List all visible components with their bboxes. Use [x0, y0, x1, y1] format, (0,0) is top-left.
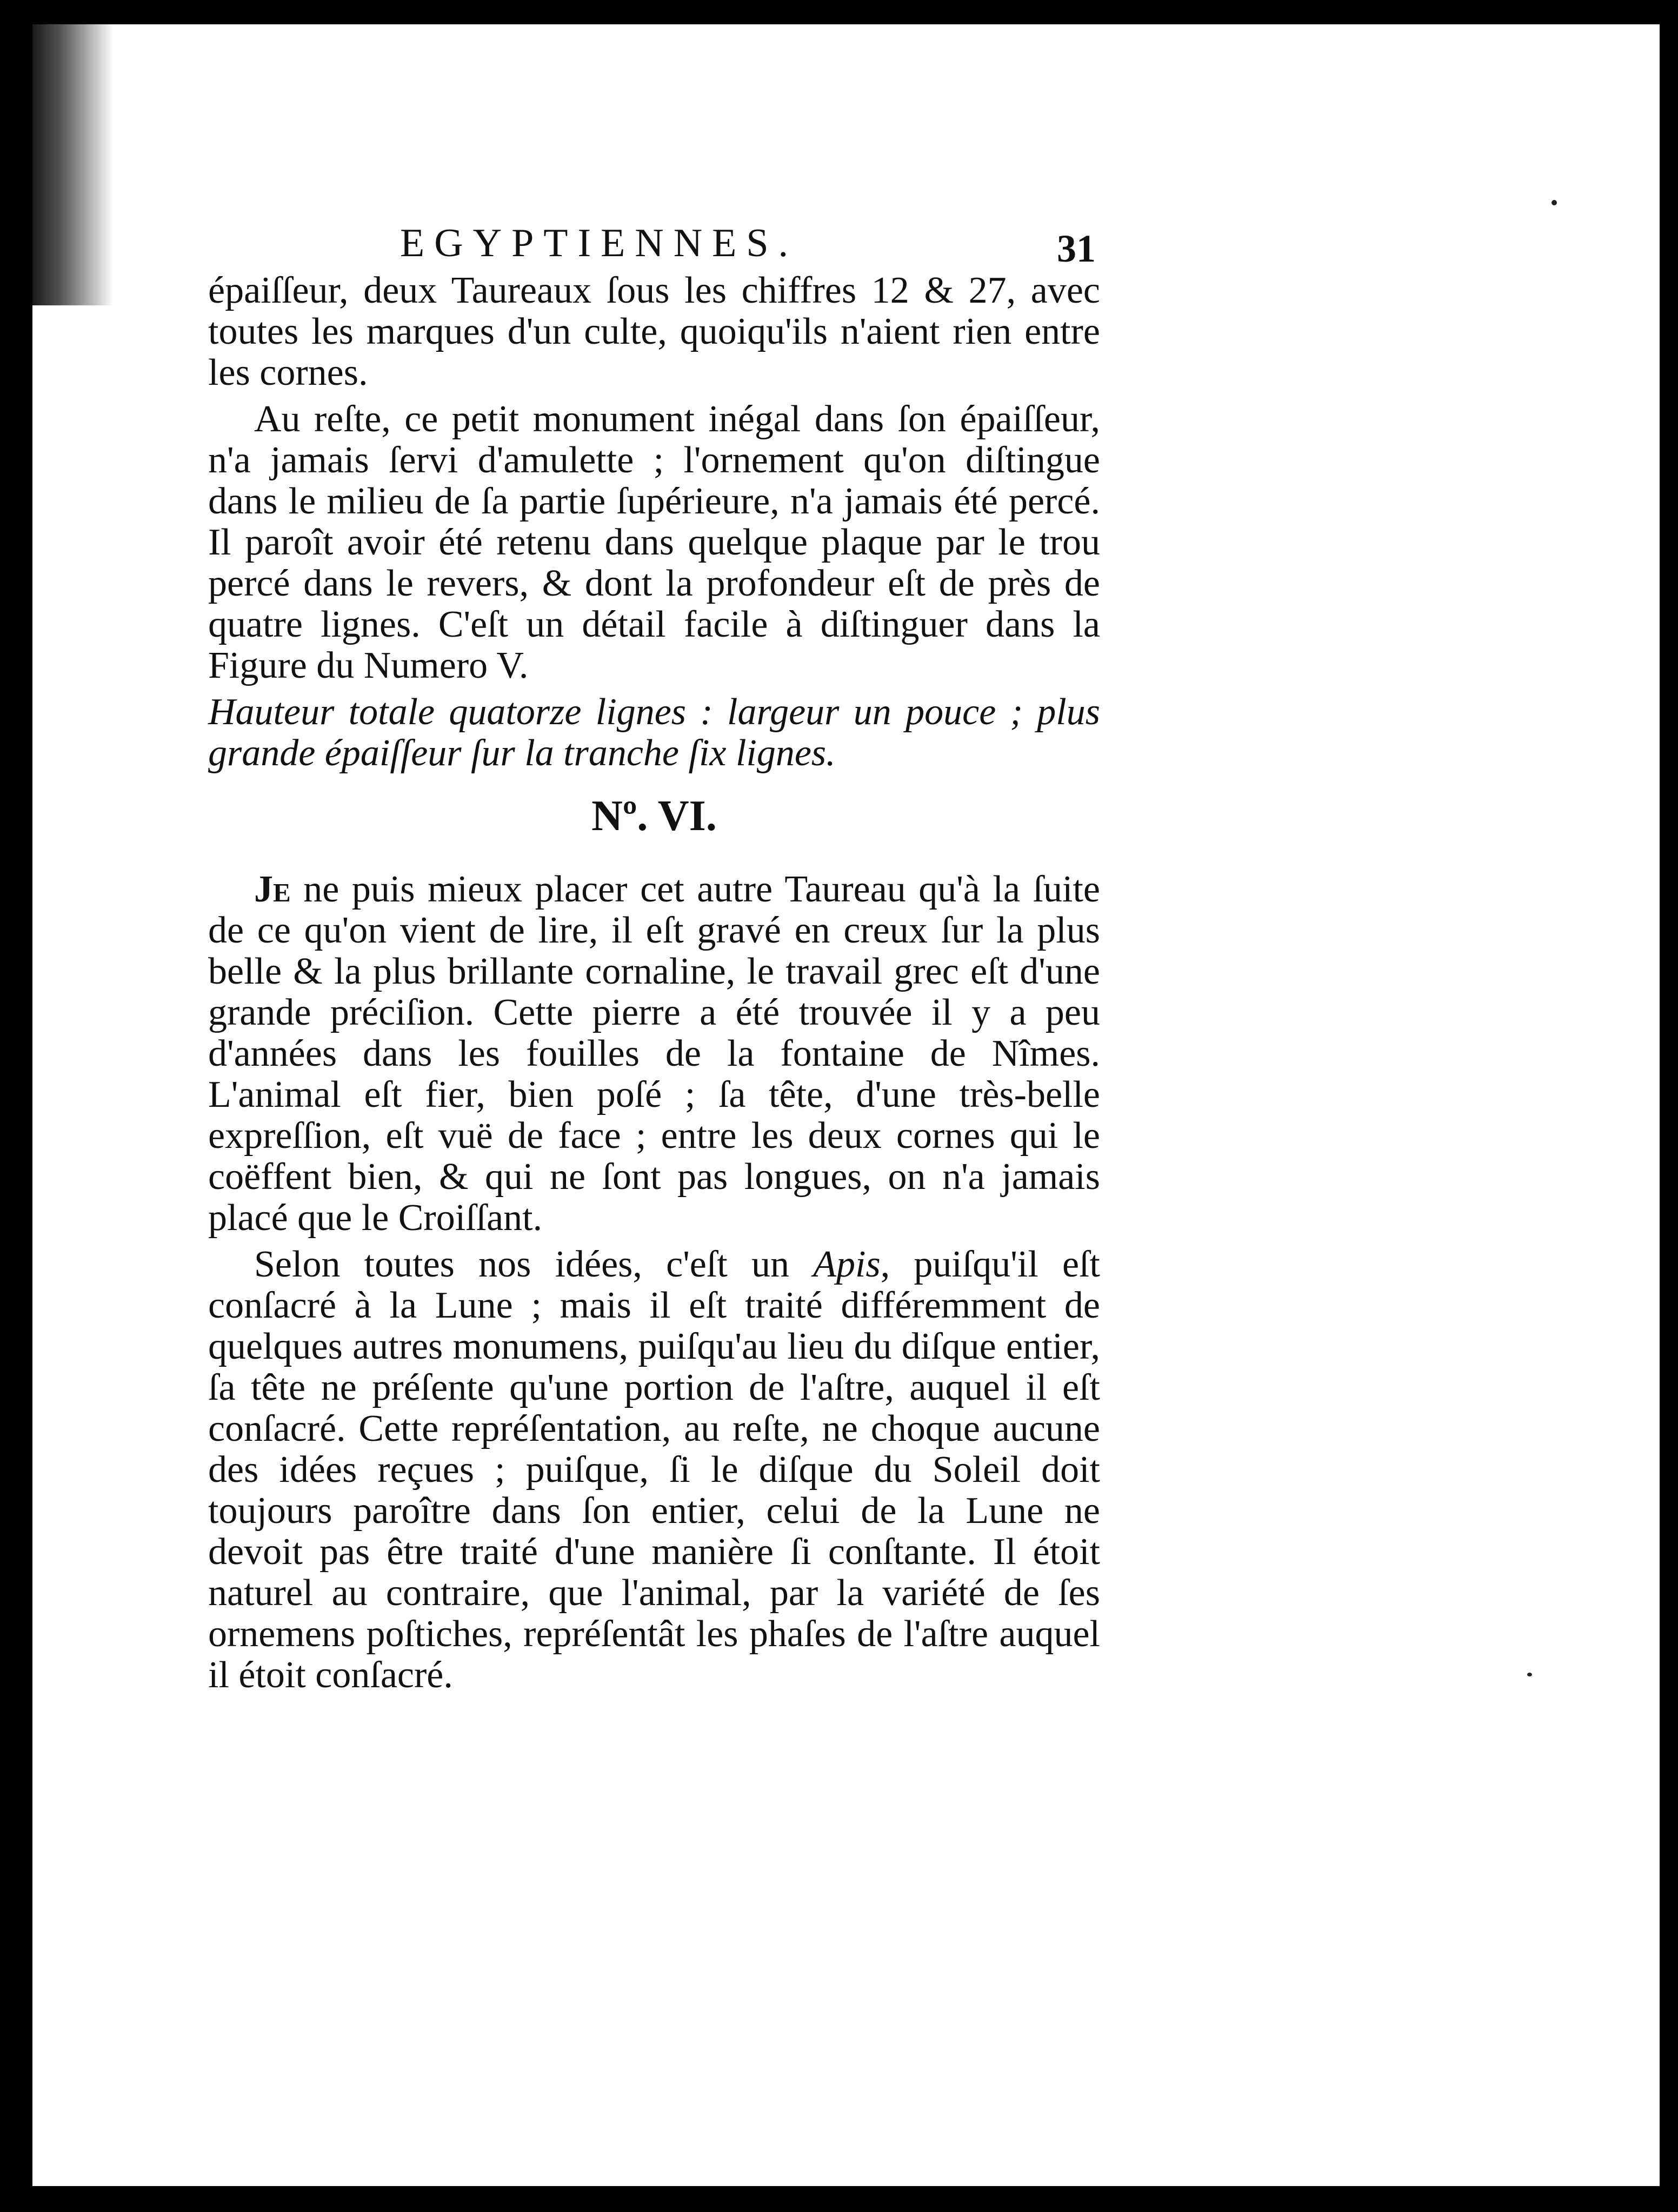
- section-heading: Nº. VI.: [591, 792, 717, 840]
- ink-speck: [1552, 200, 1557, 205]
- ink-speck: [1527, 1673, 1532, 1676]
- running-header: [0, 219, 1678, 268]
- paragraph-continued: épaiſſeur, deux Taureaux ſous les chiffres 12 & 27, avec toutes les marques d'un culte, quoiqu'ils n'aient rien entre les cornes.: [208, 270, 1100, 393]
- measurements-note: Hauteur totale quatorze lignes : largeur un pouce ; plus grande épaiſſeur ſur la tranche ſix lignes.: [208, 691, 1100, 774]
- paragraph-text: ne puis mieux placer cet autre Taureau qu'à la ſuite de ce qu'on vient de lire, il eſt gravé en creux ſur la plus belle & la plus brillante cornaline, le travail grec eſt d'une grande préciſion. Cette pierre a été trouvée il y a peu d'années dans les fouilles de la fontaine de Nîmes. L'animal eſt fier, bien poſé ; ſa tête, d'une très-belle expreſſion, eſt vuë de face ; entre les deux cornes qui le coëffent bien, & qui ne ſont pas longues, on n'a jamais placé que le Croiſſant.: [208, 868, 1100, 1239]
- page-number: 31: [1057, 227, 1096, 270]
- initial-word: Je: [254, 868, 291, 910]
- running-title: EGYPTIENNES.: [400, 221, 798, 265]
- paragraph-text: , puiſqu'il eſt conſacré à la Lune ; mais il eſt traité différemment de quelques autres monumens, puiſqu'au lieu du diſque entier, ſa tête ne préſente qu'une portion de l'aſtre, auquel il eſt conſacré. Cette repréſentation, au reſte, ne choque aucune des idées reçues ; puiſque, ſi le diſque du Soleil doit toujours paroître dans ſon entier, celui de la Lune ne devoit pas être traité d'une manière ſi conſtante. Il étoit naturel au contraire, que l'animal, par la variété de ſes ornemens poſtiches, repréſentât les phaſes de l'aſtre auquel il étoit conſacré.: [208, 1244, 1101, 1696]
- paragraph-text: Selon toutes nos idées, c'eſt un: [254, 1244, 814, 1285]
- paragraph-selon-toutes: [208, 1244, 1100, 1696]
- paragraph-section-six: [208, 869, 1100, 1239]
- italic-term: Apis: [813, 1244, 881, 1285]
- paragraph-au-reste: Au reſte, ce petit monument inégal dans ſon épaiſſeur, n'a jamais ſervi d'amulette ; l'ornement qu'on diſtingue dans le milieu de ſa partie ſupérieure, n'a jamais été percé. Il paroît avoir été retenu dans quelque plaque par le trou percé dans le revers, & dont la profondeur eſt de près de quatre lignes. C'eſt un détail facile à diſtinguer dans la Figure du Numero V.: [208, 398, 1100, 686]
- text-column: [208, 270, 1100, 1701]
